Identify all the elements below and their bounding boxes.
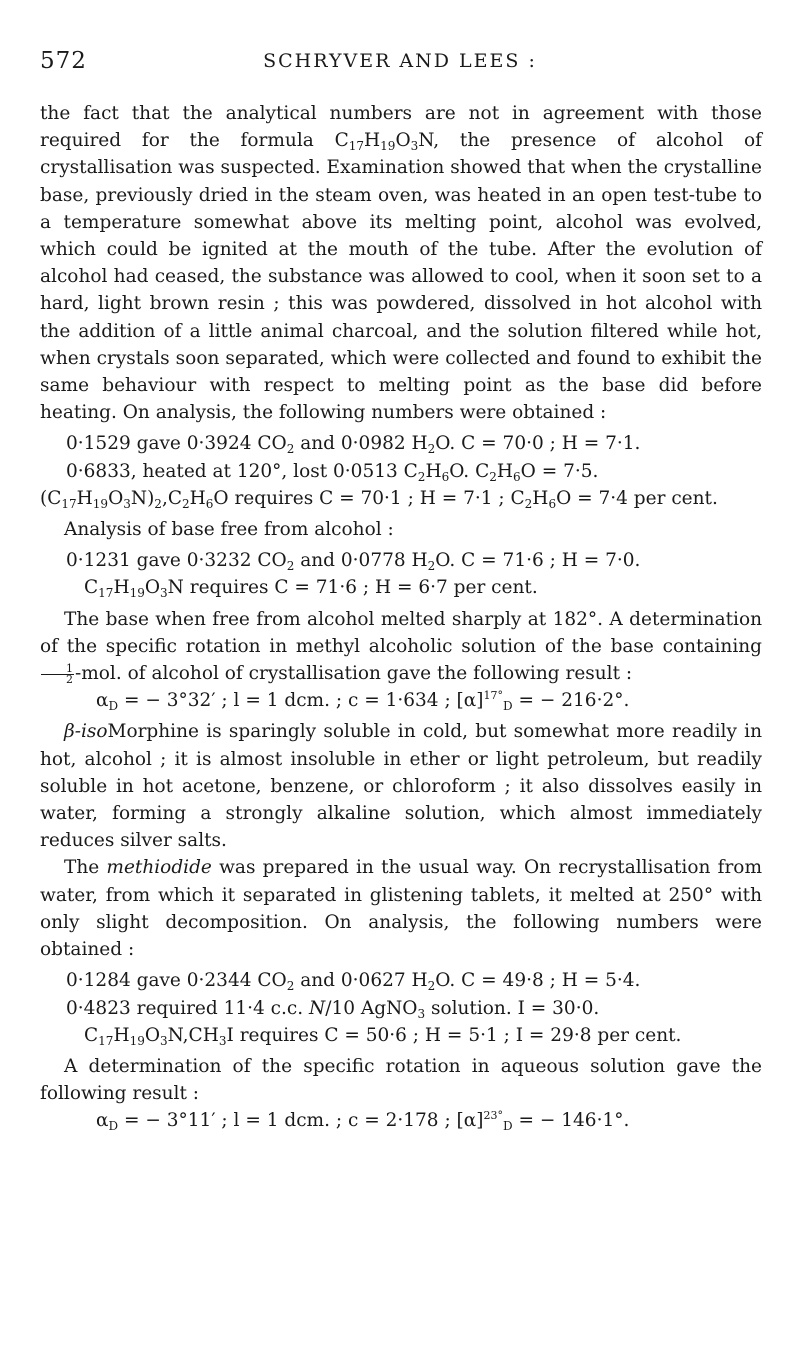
paragraph-melting-rotation: The base when free from alcohol melted sharply at 182°. A determination of the specific rotation in methyl alcoholic solution of the base containing $\frac{1}{2}$ -mol. of alcohol of crystallisation gave the following result : — [40, 608, 762, 686]
analysis-line-3: $(C_{17}H_{19}O_3N)_2,C_2H_6O$ requires C = 70·1 ; H = 7·1 ; $C_2H_6O = 7\cdot 4$ per cent. — [40, 487, 718, 511]
page-body — [40, 100, 762, 1135]
running-head: SCHRYVER AND LEES : — [263, 50, 537, 72]
analysis-line-7: 0·4823 required 11·4 c.c. N/10 AgNO$_3$ solution. I = 30·0. — [66, 997, 600, 1021]
paragraph-aqueous-rotation: A determination of the specific rotation in aqueous solution gave the following result : — [40, 1055, 762, 1105]
analysis-line-1: 0·1529 gave 0·3924 $CO_2$ and 0·0982 $H_2O$. C = 70·0 ; H = 7·1. — [66, 433, 641, 457]
paragraph-solubility: β-isoMorphine is sparingly soluble in cold, but somewhat more readily in hot, alcohol ; it is almost insoluble in ether or light petroleum, but readily soluble in hot acetone, benzene, or chloroform ; it also dissolves easily in water, forming a strongly alkaline solution, which almost immediately reduces silver salts. — [40, 721, 762, 852]
page-header — [40, 48, 760, 82]
paragraph-analysis-intro: the fact that the analytical numbers are not in agreement with those required for the formula $C_{17}H_{19}O_3N$, the presence of alcohol of crystallisation was suspected. Examination showed that when the crystalline base, previously dried in the steam oven, was heated in an open test-tube to a temperature somewhat above its melting point, alcohol was evolved, which could be ignited at the mouth of the tube. After the evolution of alcohol had ceased, the substance was allowed to cool, when it soon set to a hard, light brown resin ; this was powdered, dissolved in hot alcohol with the addition of a little animal charcoal, and the solution filtered while hot, when crystals soon separated, which were collected and found to exhibit the same behaviour with respect to melting point as the base did before heating. On analysis, the following numbers were obtained : — [40, 103, 762, 424]
paragraph-methiodide: The methiodide was prepared in the usual way. On recrystallisation from water, from which it separated in glistening tablets, it melted at 250° with only slight decomposition. On analysis, the following numbers were obtained : — [40, 857, 762, 961]
rotation-equation-2: $\alpha_D$ = − 3°11′ ; l = 1 dcm. ; c = 2·178 ; $[\alpha]^{23^\circ}_D$ = − 146·1°. — [96, 1109, 630, 1134]
analysis-line-4: 0·1231 gave 0·3232 $CO_2$ and 0·0778 $H_2O$. C = 71·6 ; H = 7·0. — [66, 550, 641, 574]
paragraph-base-free: Analysis of base free from alcohol : — [64, 519, 394, 541]
fraction-half: $\frac{1}{2}$ — [41, 664, 74, 685]
analysis-line-8: $C_{17}H_{19}O_3N,CH_3I$ requires C = 50·6 ; H = 5·1 ; I = 29·8 per cent. — [84, 1024, 682, 1048]
rotation-equation-1: $\alpha_D$ = − 3°32′ ; l = 1 dcm. ; c = 1·634 ; $[\alpha]^{17^\circ}_D$ = − 216·2°. — [96, 689, 630, 714]
analysis-line-2: 0·6833, heated at 120°, lost 0·0513 $C_2H_6O$. $C_2H_6O = 7\cdot 5$. — [66, 460, 599, 484]
page-number: 572 — [40, 48, 87, 74]
analysis-line-5: $C_{17}H_{19}O_3N$ requires C = 71·6 ; H = 6·7 per cent. — [84, 577, 538, 601]
analysis-line-6: 0·1284 gave 0·2344 $CO_2$ and 0·0627 $H_2O$. C = 49·8 ; H = 5·4. — [66, 970, 641, 994]
